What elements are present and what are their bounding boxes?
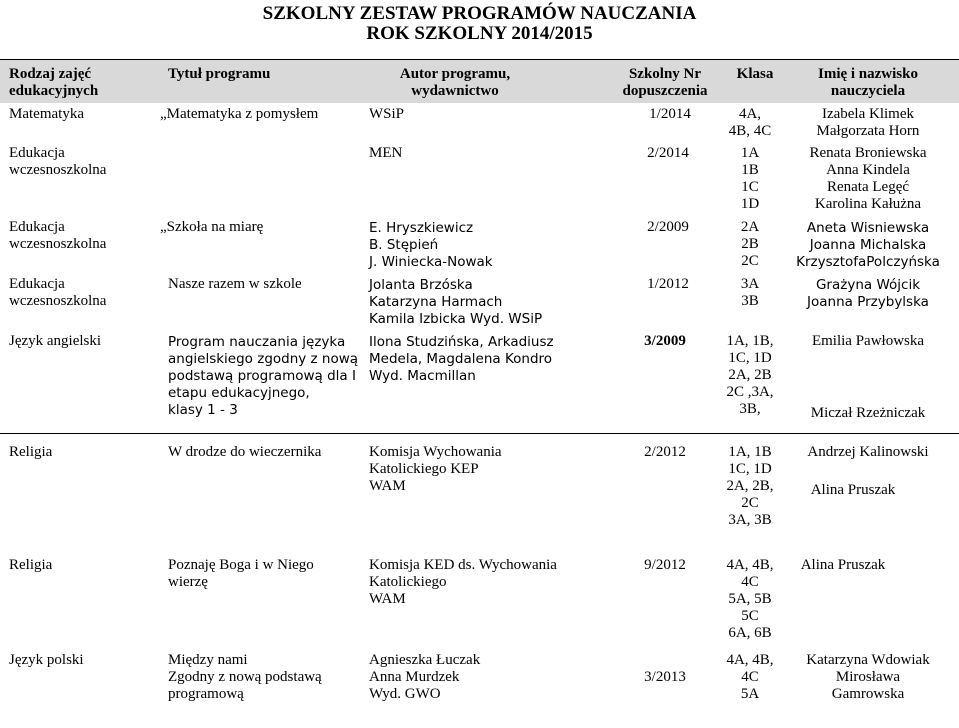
row-5-program: Program nauczania języka angielskiego zgodny z nową podstawą programową dla I etapu edukacyjnego, klasy 1 - 3 [168, 334, 359, 418]
row-1-program: „Matematyka z pomysłem [160, 106, 319, 122]
row-3-program: „Szkoła na miarę [160, 219, 264, 235]
row-4-subject: Edukacja wczesnoszkolna [9, 276, 107, 309]
row-2-class: 1A 1B 1C 1D [740, 145, 760, 212]
row-5-author: Ilona Studzińska, Arkadiusz Medela, Magdalena Kondro Wyd. Macmillan [369, 334, 554, 384]
row-7-subject: Religia [9, 557, 53, 573]
row-1-author: WSiP [369, 106, 405, 122]
row-8-class: 4A, 4B, 4C 5A [726, 652, 774, 702]
row-1-subject: Matematyka [9, 106, 84, 122]
row-1-number: 1/2014 [649, 106, 691, 122]
row-2-number: 2/2014 [647, 145, 689, 161]
row-6-teacher-2: Alina Pruszak [810, 482, 896, 498]
row-4-class: 3A 3B [740, 276, 760, 309]
row-5-class: 1A, 1B, 1C, 1D 2A, 2B 2C ,3A, 3B, [726, 333, 774, 417]
row-5-number: 3/2009 [644, 333, 686, 349]
row-6-subject: Religia [9, 444, 53, 460]
row-8-subject: Język polski [9, 652, 84, 668]
header-teacher: Imię i nazwisko nauczyciela [817, 66, 918, 99]
row-6-teacher: Andrzej Kalinowski [807, 444, 929, 460]
row-4-teacher: Grażyna Wójcik Joanna Przybylska [807, 277, 929, 310]
row-3-author: E. Hryszkiewicz B. Stępień J. Winiecka-Nowak [369, 220, 493, 270]
row-1-teacher: Izabela Klimek Małgorzata Horn [816, 106, 920, 139]
header-number: Szkolny Nr dopuszczenia [622, 66, 708, 99]
school-year-title: ROK SZKOLNY 2014/2015 [366, 23, 593, 44]
row-3-teacher: Aneta Wisniewska Joanna Michalska KrzysztofaPolczyńska [796, 220, 940, 270]
row-3-number: 2/2009 [647, 219, 689, 235]
row-8-number: 3/2013 [644, 669, 686, 685]
row-6-program: W drodze do wieczernika [168, 444, 322, 460]
row-4-number: 1/2012 [647, 276, 689, 292]
row-5-teacher: Emilia Pawłowska [811, 333, 925, 349]
row-4-program: Nasze razem w szkole [168, 276, 302, 292]
row-8-teacher: Katarzyna Wdowiak Mirosława Gamrowska [806, 652, 930, 702]
row-6-class: 1A, 1B 1C, 1D 2A, 2B, 2C 3A, 3B [726, 444, 774, 528]
header-program: Tytuł programu [168, 66, 271, 82]
header-class: Klasa [736, 66, 774, 82]
row-7-number: 9/2012 [644, 557, 686, 573]
header-subject: Rodzaj zajęć edukacyjnych [9, 66, 99, 99]
row-7-teacher: Alina Pruszak [800, 557, 886, 573]
row-2-subject: Edukacja wczesnoszkolna [9, 145, 107, 178]
row-5-subject: Język angielski [9, 333, 102, 349]
row-2-teacher: Renata Broniewska Anna Kindela Renata Legęć Karolina Kałużna [809, 145, 927, 212]
row-7-class: 4A, 4B, 4C 5A, 5B 5C 6A, 6B [726, 557, 774, 641]
document-title: SZKOLNY ZESTAW PROGRAMÓW NAUCZANIA [262, 3, 697, 24]
row-5-teacher-2: Miczał Rzeżniczak [810, 405, 926, 421]
row-8-author: Agnieszka Łuczak Anna Murdzek Wyd. GWO [369, 652, 481, 702]
row-1-class: 4A, 4B, 4C [728, 106, 772, 139]
row-3-class: 2A 2B 2C [740, 219, 760, 269]
row-6-author: Komisja Wychowania Katolickiego KEP WAM [369, 444, 502, 494]
row-8-program: Między nami Zgodny z nową podstawą programową [168, 652, 322, 702]
row-4-author: Jolanta Brzóska Katarzyna Harmach Kamila Izbicka Wyd. WSiP [369, 277, 543, 327]
row-2-author: MEN [369, 145, 403, 161]
header-author: Autor programu, wydawnictwo [399, 66, 511, 99]
table-row-divider [0, 433, 959, 434]
row-7-author: Komisja KED ds. Wychowania Katolickiego WAM [369, 557, 557, 607]
row-7-program: Poznaję Boga i w Niego wierzę [168, 557, 314, 590]
table-top-border [0, 59, 959, 60]
row-6-number: 2/2012 [644, 444, 686, 460]
row-3-subject: Edukacja wczesnoszkolna [9, 219, 107, 252]
